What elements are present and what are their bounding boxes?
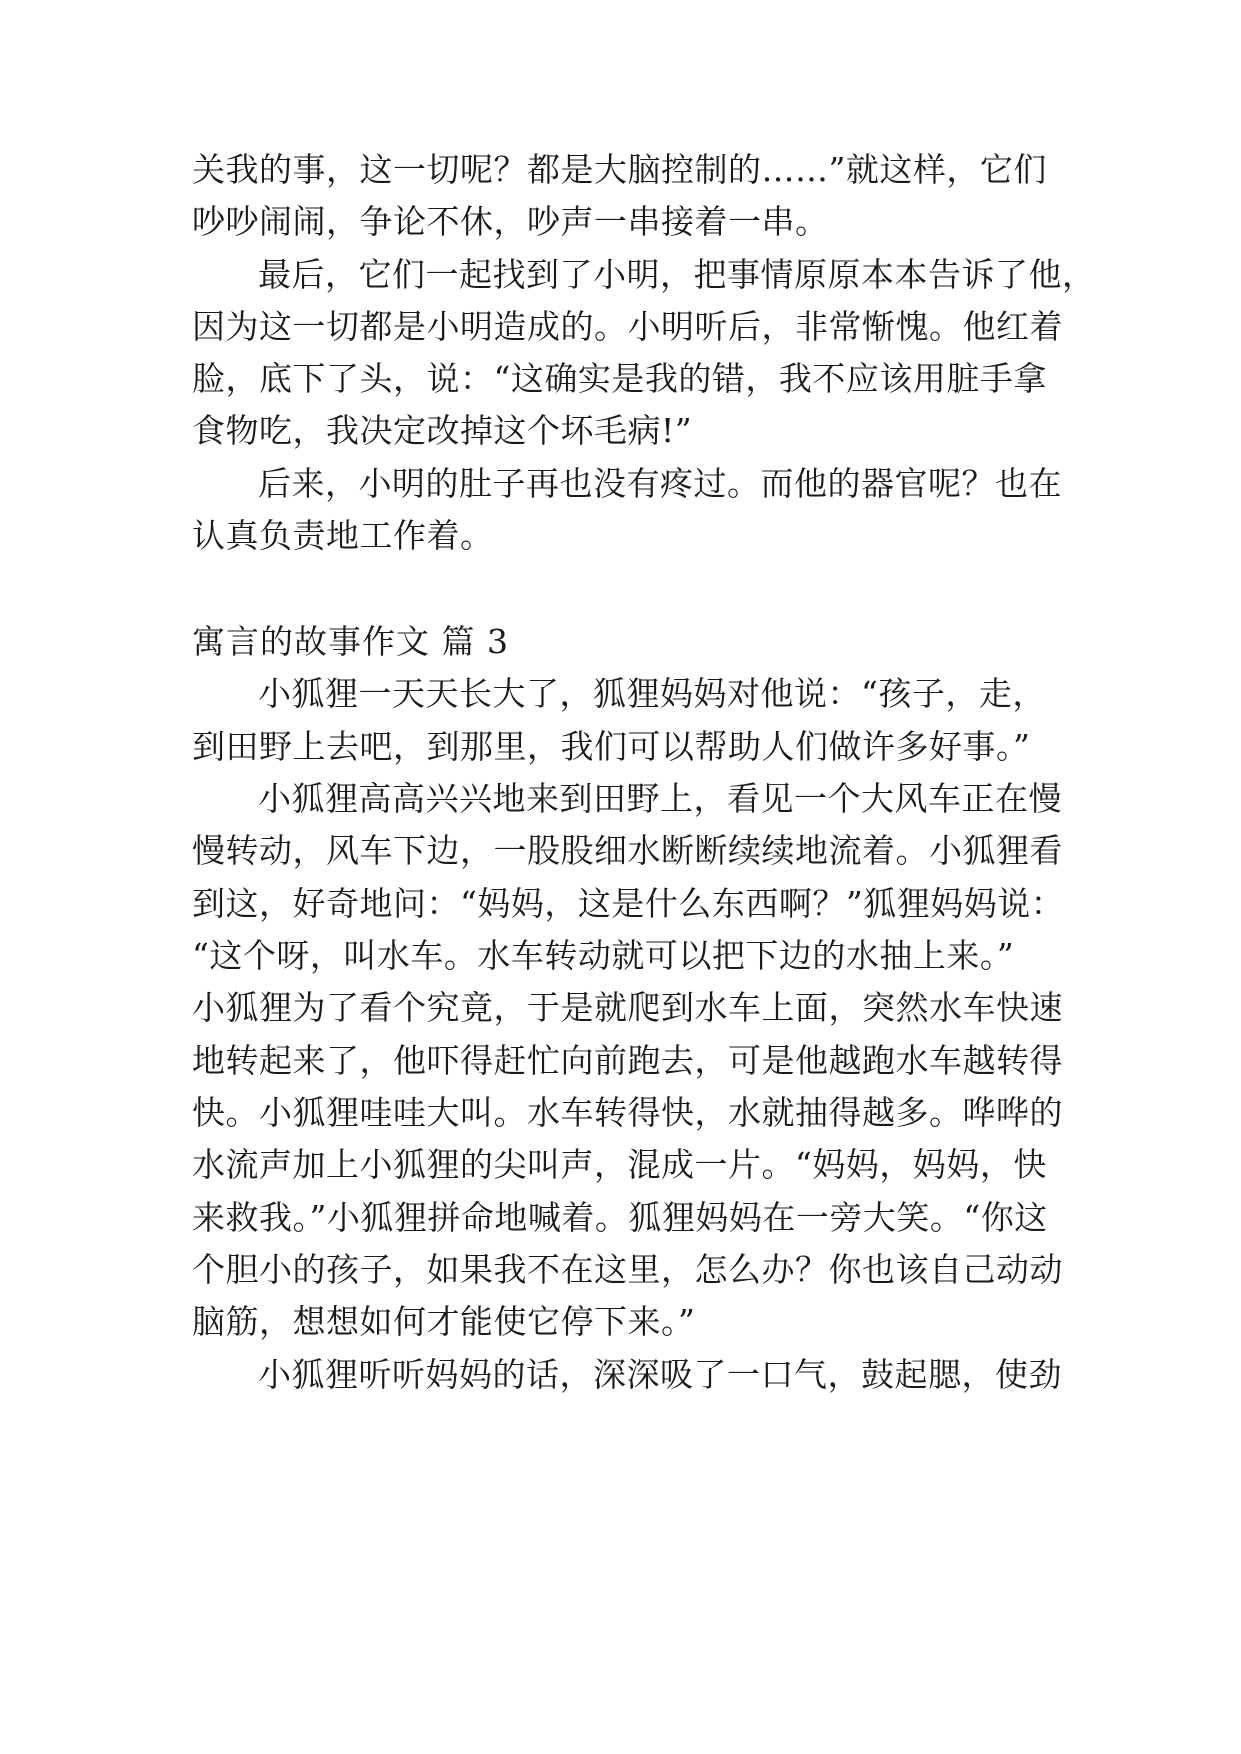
text-line: “这个呀，叫水车。水车转动就可以把下边的水抽上来。” [192, 936, 1015, 975]
text-line: 到田野上去吧，到那里，我们可以帮助人们做许多好事。” [192, 727, 1031, 766]
text-line: 来救我。”小狐狸拼命地喊着。狐狸妈妈在一旁大笑。“你这 [192, 1198, 1048, 1237]
text-line: 慢转动，风车下边，一股股细水断断续续地流着。小狐狸看 [192, 831, 1063, 870]
text-line: 地转起来了，他吓得赶忙向前跑去，可是他越跑水车越转得 [192, 1041, 1063, 1080]
text-line: 水流声加上小狐狸的尖叫声，混成一片。“妈妈，妈妈，快 [192, 1145, 1047, 1184]
text-line: 吵吵闹闹，争论不休，吵声一串接着一串。 [192, 202, 829, 241]
paragraph-start: 小狐狸听听妈妈的话，深深吸了一口气，鼓起腮，使劲 [258, 1355, 1062, 1394]
text-line: 到这，好奇地问：“妈妈，这是什么东西啊？”狐狸妈妈说： [192, 884, 1065, 923]
text-line: 快。小狐狸哇哇大叫。水车转得快，水就抽得越多。哗哗的 [192, 1093, 1063, 1132]
paragraph-start: 后来，小明的肚子再也没有疼过。而他的器官呢？也在 [258, 464, 1062, 503]
text-line: 食物吃，我决定改掉这个坏毛病!” [192, 411, 693, 450]
text-line: 个胆小的孩子，如果我不在这里，怎么办？你也该自己动动 [192, 1250, 1063, 1289]
section-title: 寓言的故事作文 篇 3 [192, 622, 509, 661]
paragraph-start: 最后，它们一起找到了小明，把事情原原本本告诉了他， [258, 255, 1096, 294]
text-line: 关我的事，这一切呢？都是大脑控制的……”就这样，它们 [192, 150, 1047, 189]
text-line: 认真负责地工作着。 [192, 516, 494, 555]
text-line: 脸，底下了头，说：“这确实是我的错，我不应该用脏手拿 [192, 359, 1047, 398]
paragraph-start: 小狐狸高高兴兴地来到田野上，看见一个大风车正在慢 [258, 779, 1062, 818]
text-line: 脑筋，想想如何才能使它停下来。” [192, 1302, 696, 1341]
paragraph-start: 小狐狸一天天长大了，狐狸妈妈对他说：“孩子，走， [258, 674, 1046, 713]
text-line: 因为这一切都是小明造成的。小明听后，非常惭愧。他红着 [192, 307, 1063, 346]
text-line: 小狐狸为了看个究竟，于是就爬到水车上面，突然水车快速 [192, 988, 1063, 1027]
